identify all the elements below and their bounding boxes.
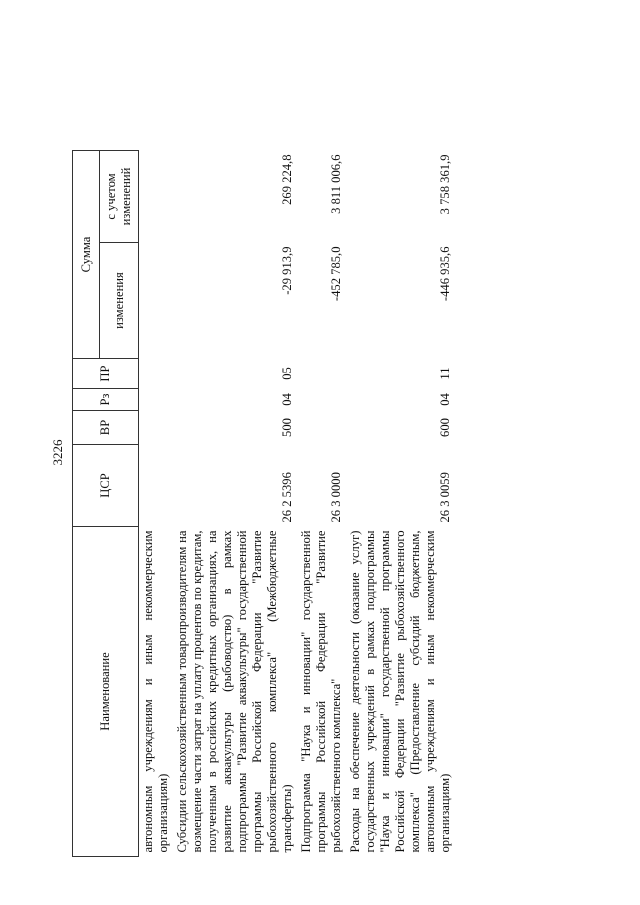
row-vr xyxy=(139,411,174,445)
row-pr xyxy=(139,359,174,389)
header-pr: ПР xyxy=(73,359,139,389)
row-changes xyxy=(139,243,174,359)
page-number: 3226 xyxy=(50,439,65,466)
row-pr xyxy=(297,359,346,389)
row-csr xyxy=(139,445,174,527)
row-rz xyxy=(297,389,346,411)
row-total xyxy=(139,151,174,243)
row-pr: 05 xyxy=(280,367,294,380)
row-name: Подпрограмма "Наука и инновации" государственной программы Российской Федерации "Развитие рыбохозяйственного комплекса" xyxy=(299,530,343,853)
row-vr xyxy=(297,411,346,445)
row-total: 3 811 006,6 xyxy=(329,154,343,214)
row-vr: 500 xyxy=(280,418,294,437)
header-name: Наименование xyxy=(73,527,139,857)
row-vr: 600 xyxy=(438,418,452,437)
header-vr: ВР xyxy=(73,411,139,445)
row-name: Расходы на обеспечение деятельности (оказание услуг) государственных учреждений в рамках подпрограммы "Наука и инновации" государственной программы Российской Федерации "Развитие рыбохозяйственного комплекса" (Предоставление субсидий бюджетным, автономным учреждениям и иным некоммерческим организациям) xyxy=(348,530,452,853)
row-rz xyxy=(139,389,174,411)
row-csr: 26 3 0000 xyxy=(329,472,343,523)
table-row xyxy=(297,151,346,857)
table-row xyxy=(346,151,455,857)
row-rz: 04 xyxy=(280,393,294,406)
row-changes: -452 785,0 xyxy=(329,246,343,302)
table-row xyxy=(139,151,174,857)
row-pr: 11 xyxy=(438,367,452,380)
row-name: Субсидии сельскохозяйственным товаропроизводителям на возмещение части затрат на уплату процентов по кредитам, полученным в российских кредитных организациях, на развитие аквакультуры (рыбоводство) в рамках подпрограммы "Развитие аквакультуры" государственной программы Российской Федерации "Развитие рыбохозяйственного комплекса" (Межбюджетные трансферты) xyxy=(175,530,294,853)
row-rz: 04 xyxy=(438,393,452,406)
header-changes: изменения xyxy=(100,243,139,359)
header-rz: Рз xyxy=(73,389,139,411)
budget-table xyxy=(72,150,455,857)
row-changes: -29 913,9 xyxy=(280,246,294,295)
row-name: автономным учреждениям и иным некоммерческим организациям) xyxy=(141,530,170,853)
row-changes: -446 935,6 xyxy=(438,246,452,302)
row-csr: 26 3 0059 xyxy=(438,472,452,523)
table-row xyxy=(173,151,297,857)
row-total: 269 224,8 xyxy=(280,154,294,205)
header-sum: Сумма xyxy=(73,151,100,359)
header-csr: ЦСР xyxy=(73,445,139,527)
row-csr: 26 2 5396 xyxy=(280,472,294,523)
header-with-changes: с учетом изменений xyxy=(100,151,139,243)
row-total: 3 758 361,9 xyxy=(438,154,452,215)
